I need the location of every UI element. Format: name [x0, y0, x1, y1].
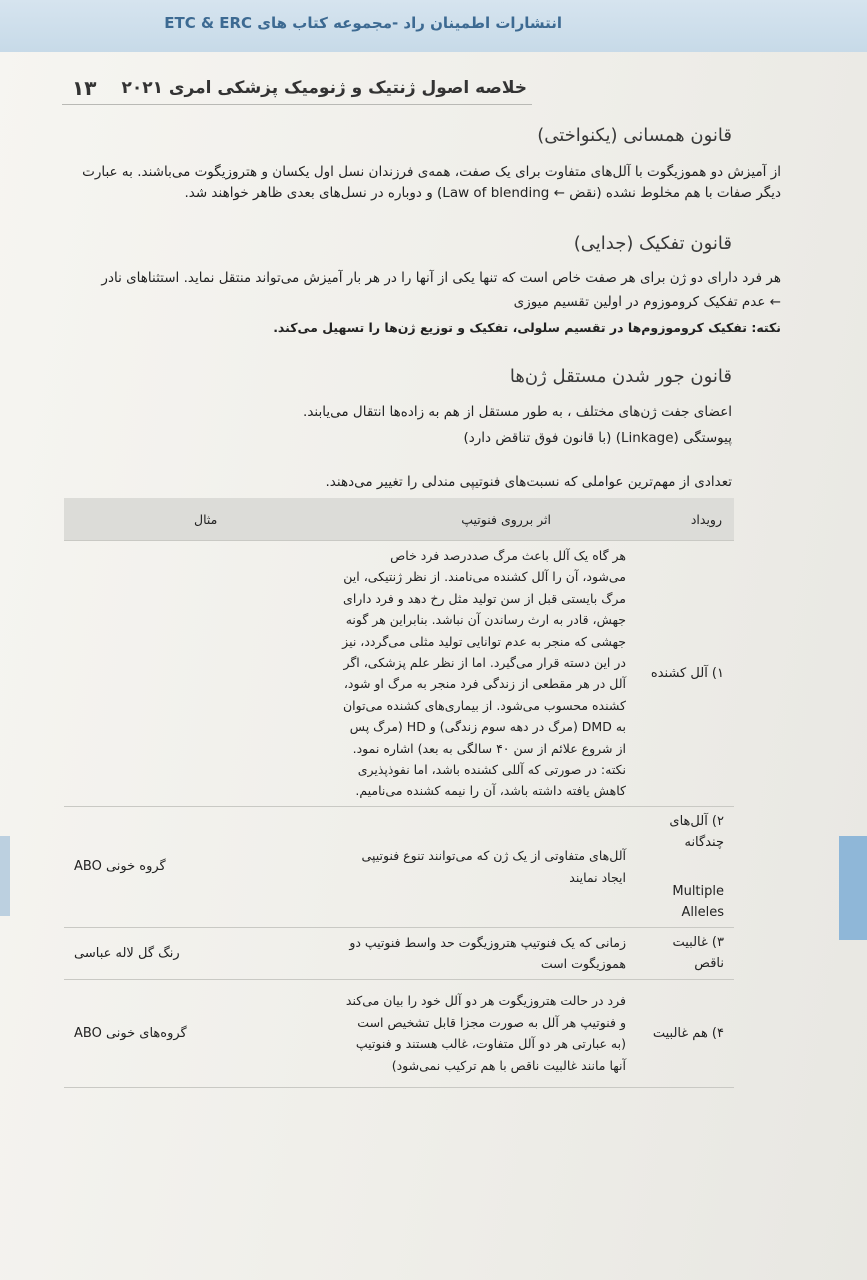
effect-line: آنها مانند غالبیت ناقص با هم ترکیب نمی‌شود): [391, 1057, 626, 1073]
effect-line: می‌شود، آن را آلل کشنده می‌نامند. از نظر ژنتیکی، این: [343, 569, 626, 585]
header-band: [0, 0, 867, 52]
effect-line: مرگ بایستی قبل از سن تولید مثل رخ دهد و فرد دارای: [343, 590, 626, 606]
text-line: از آمیزش دو هموزیگوت با آلل‌های متفاوت برای یک صفت، همه‌ی فرزندان نسل اول یکسان و هتروزیگوت می‌باشند. به عبارت: [82, 164, 781, 180]
section-body-segregation: [41, 268, 781, 338]
page-number: ۱۳: [72, 76, 97, 100]
effect-line: آلل در هر مقطعی از زندگی فرد منجر به مرگ او شود،: [343, 676, 626, 692]
effect-line: جهشی که منجر به عدم توانایی تولید مثلی می‌گردد، نیز: [342, 633, 626, 649]
table-row: [64, 979, 734, 1087]
section-title-segregation: قانون تفکیک (جدایی): [573, 233, 732, 254]
chapter-edge-tab: [839, 836, 867, 940]
event-label: ۲) آلل‌های چندگانه: [669, 813, 724, 850]
event-cell: ۳) غالبیت ناقص: [636, 927, 734, 979]
column-header-example: مثال: [64, 498, 326, 541]
effect-line: نکته: در صورتی که آللی کشنده باشد، اما نفوذپذیری: [357, 762, 626, 778]
effect-cell: [326, 806, 636, 927]
example-cell: گروه خونی ABO: [64, 806, 326, 927]
event-label-english: Multiple Alleles: [672, 883, 724, 920]
column-header-effect: اثر برروی فنوتیپ: [326, 498, 636, 541]
column-header-event: رویداد: [636, 498, 734, 541]
example-cell: رنگ گل لاله عباسی: [64, 927, 326, 979]
text-line: اعضای جفت ژن‌های مختلف ، به طور مستقل از هم به زاده‌ها انتقال می‌یابند.: [303, 404, 732, 420]
table-row: [64, 806, 734, 927]
effect-line: زمانی که یک فنوتیپ هتروزیگوت حد واسط فنوتیپ دو: [349, 934, 626, 950]
left-edge-tab: [0, 836, 10, 916]
effect-line: آلل‌های متفاوتی از یک ژن که می‌توانند تنوع فنوتیپی: [361, 848, 626, 864]
text-line: دیگر صفات با هم مخلوط نشده (نقض ← Law of blending) و دوباره در نسل‌های بعدی ظاهر خواهند شد.: [184, 185, 781, 201]
effect-line: جهش، قادر به ارث رساندن آن نباشد. بنابراین هر گونه: [345, 612, 626, 628]
effect-cell: [326, 979, 636, 1087]
effect-line: به DMD (مرگ در دهه سوم زندگی) و HD (مرگ پس: [349, 719, 626, 735]
table-intro: تعدادی از مهم‌ترین عواملی که نسبت‌های فنوتیپی مندلی را تغییر می‌دهند.: [325, 474, 732, 490]
book-title: خلاصه اصول ژنتیک و ژنومیک پزشکی امری ۲۰۲۱: [121, 78, 527, 98]
text-line: پیوستگی (Linkage) (با قانون فوق تناقض دارد): [463, 430, 732, 446]
effect-line: در این دسته قرار می‌گیرد. اما از نظر علم پزشکی، اگر: [343, 655, 626, 671]
effect-cell: [326, 927, 636, 979]
example-cell: [64, 541, 326, 807]
section-title-independent-assortment: قانون جور شدن مستقل ژن‌ها: [509, 366, 732, 387]
effect-line: و فنوتیپ هر آلل به صورت مجزا قابل تشخیص است: [357, 1014, 626, 1030]
effect-line: (به عبارتی هر دو آلل متفاوت، غالب هستند و فنوتیپ: [355, 1036, 626, 1052]
event-cell: ۱) آلل کشنده: [636, 541, 734, 807]
effect-line: از شروع علائم از سن ۴۰ سالگی به بعد) اشاره نمود.: [352, 740, 626, 756]
text-line: ← عدم تفکیک کروموزوم در اولین تقسیم میوزی: [513, 294, 781, 310]
table-row: [64, 541, 734, 807]
section-body-independent-assortment: [42, 402, 732, 449]
effect-line: هر گاه یک آلل باعث مرگ صددرصد فرد خاص: [390, 548, 626, 563]
series-title: انتشارات اطمینان راد -مجموعه کتاب های ETC & ERC: [164, 14, 562, 32]
note-text: نکته: تفکیک کروموزوم‌ها در تقسیم سلولی، تفکیک و توزیع ژن‌ها را تسهیل می‌کند.: [273, 320, 781, 335]
effect-cell: [326, 541, 636, 807]
mendelian-exceptions-table: [64, 498, 734, 1088]
example-cell: گروه‌های خونی ABO: [64, 979, 326, 1087]
effect-line: کاهش یافته داشته باشد، آن را نیمه کشنده می‌نامیم.: [355, 783, 626, 799]
text-line: هر فرد دارای دو ژن برای هر صفت خاص است که تنها یکی از آنها را در هر بار آمیزش می‌تواند منتقل نماید. استثناهای نادر: [101, 270, 781, 286]
effect-line: فرد در حالت هتروزیگوت هر دو آلل خود را بیان می‌کند: [345, 993, 626, 1009]
table-row: [64, 927, 734, 979]
table-header-row: [64, 498, 734, 541]
event-cell: [636, 806, 734, 927]
section-body-uniformity: [41, 162, 781, 204]
effect-line: ایجاد نمایند: [569, 869, 626, 885]
header-rule: [62, 104, 532, 105]
effect-line: کشنده محسوب می‌شود. از بیماری‌های کشنده می‌توان: [342, 697, 626, 713]
effect-line: هموزیگوت است: [540, 956, 626, 972]
section-title-uniformity: قانون همسانی (یکنواختی): [537, 125, 732, 146]
event-cell: ۴) هم غالبیت: [636, 979, 734, 1087]
